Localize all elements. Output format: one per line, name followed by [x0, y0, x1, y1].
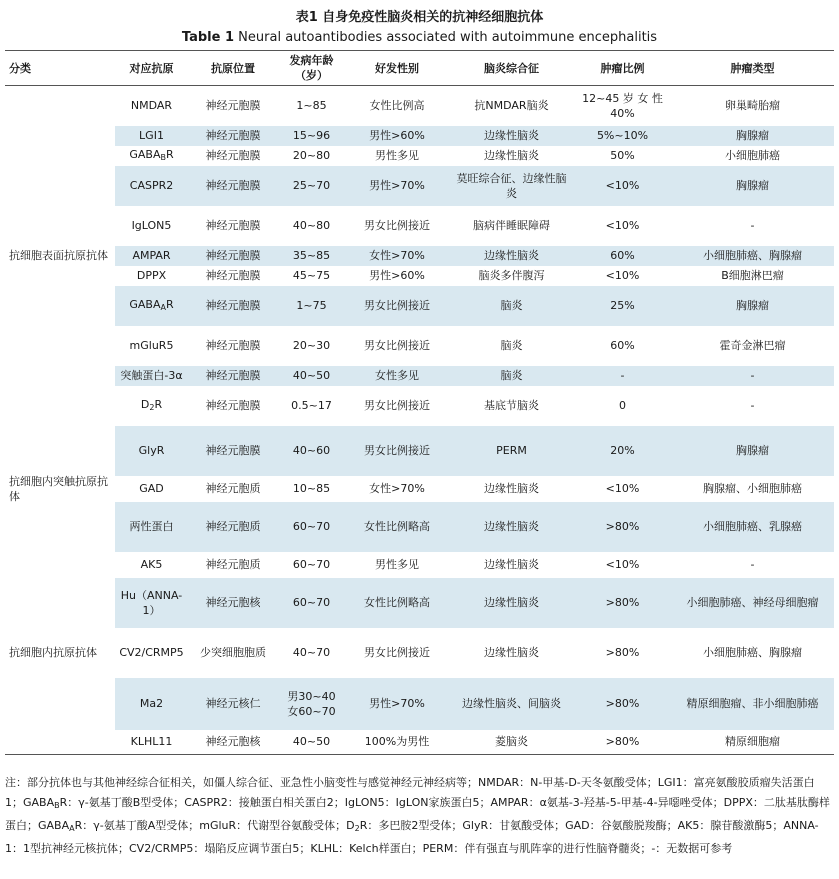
- table-footnote: 注：部分抗体也与其他神经综合征相关，如僵人综合征、亚急性小脑变性与感觉神经元神经病等；NMDAR：N-甲基-D-天冬氨酸受体；LGI1：富亮氨酸胶质瘤失活蛋白1；$GABA_BR$：γ-氨基丁酸B型受体；CASPR2：接触蛋白相关蛋白2；IgLON5：IgLON家族蛋白5；AMPAR：α氨基-3-羟基-5-甲基-4-异噁唑受体；DPPX：二肽基肽酶样蛋白；$GABA_AR$：γ-氨基丁酸A型受体；mGluR：代谢型谷氨酸受体；$D_2R$：多巴胺2型受体；GlyR：甘氨酸受体；GAD：谷氨酸脱羧酶；AK5：腺苷酸激酶5；ANNA-1：1型抗神经元核抗体；CV2/CRMP5：塌陷反应调节蛋白5；KLHL：Kelch样蛋白；PERM：伴有强直与肌阵挛的进行性脑脊髓炎；-：无数据可参考: [5, 776, 830, 855]
- age-cell: 40~70: [292, 646, 331, 659]
- tumor-type-cell: 小细胞肺癌、神经母细胞瘤: [671, 578, 834, 628]
- tumor-ratio-cell: 0: [619, 399, 626, 412]
- age-cell: 0.5~17: [291, 399, 332, 412]
- tumor-type-cell: -: [750, 399, 755, 412]
- location-cell: 神经元胞膜: [205, 149, 261, 162]
- age-cell: 35~85: [278, 246, 345, 266]
- header-age: 发病年龄（岁）: [278, 51, 345, 86]
- location-cell: 神经元胞膜: [188, 286, 278, 326]
- antibody-cell: CV2/CRMP5: [119, 646, 184, 659]
- sex-cell: 女性比例略高: [345, 502, 449, 552]
- tumor-ratio-cell: >80%: [574, 678, 671, 730]
- syndrome-cell: 边缘性脑炎、间脑炎: [449, 678, 574, 730]
- table-row: [5, 366, 834, 386]
- age-cell: 40~80: [292, 219, 331, 232]
- table-title-en: Table 1 Neural autoantibodies associated with autoimmune encephalitis: [181, 30, 658, 45]
- location-cell: 神经元胞膜: [188, 246, 278, 266]
- table-row: [5, 730, 834, 755]
- tumor-type-cell: 精原细胞瘤、非小细胞肺癌: [671, 678, 834, 730]
- antibody-cell: 两性蛋白: [115, 502, 188, 552]
- location-cell: 神经元核仁: [188, 678, 278, 730]
- table-row: [5, 246, 834, 266]
- tumor-type-cell: 小细胞肺癌、乳腺癌: [671, 502, 834, 552]
- location-cell: 神经元胞膜: [188, 366, 278, 386]
- table-row: [5, 578, 834, 628]
- location-cell: 少突细胞胞质: [200, 646, 266, 659]
- sex-cell: 男性多见: [375, 558, 419, 571]
- antibody-cell: Hu（ANNA-1）: [115, 578, 188, 628]
- table-row: [5, 502, 834, 552]
- antibody-cell: Ma2: [115, 678, 188, 730]
- location-cell: 神经元胞膜: [205, 339, 261, 352]
- table-row: [5, 386, 834, 426]
- header-syndrome: 脑炎综合征: [449, 51, 574, 86]
- tumor-ratio-cell: 5%~10%: [574, 126, 671, 146]
- tumor-ratio-cell: 50%: [610, 149, 635, 162]
- syndrome-cell: 边缘性脑炎: [449, 502, 574, 552]
- syndrome-cell: 菱脑炎: [449, 730, 574, 755]
- tumor-type-cell: 精原细胞瘤: [671, 730, 834, 755]
- tumor-ratio-cell: >80%: [574, 502, 671, 552]
- antibody-cell: CASPR2: [115, 166, 188, 206]
- syndrome-cell: 抗NMDAR脑炎: [474, 99, 549, 113]
- sex-cell: 女性>70%: [369, 482, 425, 495]
- table-row: [5, 628, 834, 678]
- tumor-type-cell: -: [750, 558, 755, 571]
- tumor-ratio-cell: -: [574, 366, 671, 386]
- antibody-cell: IgLON5: [131, 219, 172, 232]
- antibody-cell: $D_2R$: [140, 397, 163, 412]
- table-row: [5, 476, 834, 502]
- age-cell: 60~70: [278, 578, 345, 628]
- header-tumor-ratio: 肿瘤比例: [574, 51, 671, 86]
- tumor-ratio-cell: 25%: [574, 286, 671, 326]
- sex-cell: 男女比例接近: [345, 426, 449, 476]
- tumor-type-cell: 卵巢畸胎瘤: [725, 99, 780, 113]
- age-cell: 45~75: [292, 269, 331, 282]
- header-tumor-type: 肿瘤类型: [671, 51, 834, 86]
- sex-cell: 男女比例接近: [364, 339, 430, 352]
- table-title-cn: 表1 自身免疫性脑炎相关的抗神经细胞抗体: [295, 10, 544, 25]
- sex-cell: 100%为男性: [345, 730, 449, 755]
- tumor-type-cell: 小细胞肺癌、胸腺瘤: [671, 246, 834, 266]
- header-category: 分类: [5, 51, 115, 86]
- antibody-cell: mGluR5: [129, 339, 174, 352]
- header-sex: 好发性别: [345, 51, 449, 86]
- syndrome-cell: 边缘性脑炎: [449, 578, 574, 628]
- antibody-cell: LGI1: [115, 126, 188, 146]
- table-row: [5, 146, 834, 166]
- age-cell: 25~70: [278, 166, 345, 206]
- tumor-ratio-cell: <10%: [605, 482, 640, 495]
- antibody-cell: NMDAR: [130, 99, 173, 113]
- location-cell: 神经元胞质: [205, 558, 261, 571]
- syndrome-cell: 脑炎多伴腹泻: [478, 269, 545, 282]
- location-cell: 神经元胞膜: [188, 426, 278, 476]
- tumor-ratio-cell: <10%: [605, 269, 640, 282]
- tumor-type-cell: 胸腺瘤: [671, 286, 834, 326]
- syndrome-cell: 脑炎: [449, 366, 574, 386]
- header-antibody: 对应抗原: [115, 51, 188, 86]
- tumor-ratio-cell: >80%: [574, 730, 671, 755]
- syndrome-cell: 脑病伴睡眠障碍: [473, 219, 550, 232]
- sex-cell: 女性比例略高: [345, 578, 449, 628]
- tumor-ratio-cell: >80%: [605, 646, 640, 659]
- antibody-cell: KLHL11: [115, 730, 188, 755]
- age-cell: 40~50: [278, 730, 345, 755]
- antibody-cell: AMPAR: [115, 246, 188, 266]
- antibody-cell: $GABA_AR$: [115, 286, 188, 326]
- location-cell: 神经元胞质: [188, 502, 278, 552]
- age-cell: 40~60: [278, 426, 345, 476]
- syndrome-cell: 边缘性脑炎: [484, 558, 539, 571]
- table-row: [5, 206, 834, 246]
- sex-cell: 女性>70%: [345, 246, 449, 266]
- tumor-type-cell: 小细胞肺癌、胸腺瘤: [703, 646, 802, 659]
- syndrome-cell: 边缘性脑炎: [449, 246, 574, 266]
- age-cell: 20~80: [292, 149, 331, 162]
- sex-cell: 男性>60%: [369, 269, 425, 282]
- tumor-type-cell: -: [750, 219, 755, 232]
- sex-cell: 女性比例高: [369, 99, 425, 113]
- age-cell: 1~85: [296, 99, 327, 113]
- category-cell: 抗细胞表面抗原抗体: [5, 86, 115, 426]
- syndrome-cell: 边缘性脑炎: [484, 482, 539, 495]
- syndrome-cell: PERM: [449, 426, 574, 476]
- location-cell: 神经元胞核: [188, 730, 278, 755]
- syndrome-cell: 边缘性脑炎: [449, 126, 574, 146]
- location-cell: 神经元胞膜: [188, 166, 278, 206]
- sex-cell: 女性多见: [345, 366, 449, 386]
- tumor-ratio-cell: 60%: [574, 246, 671, 266]
- antibody-cell: AK5: [140, 558, 163, 571]
- sex-cell: 男女比例接近: [364, 219, 430, 232]
- sex-cell: 男女比例接近: [345, 286, 449, 326]
- antibody-cell: 突触蛋白-3α: [115, 366, 188, 386]
- tumor-ratio-cell: >80%: [574, 578, 671, 628]
- table-row: [5, 286, 834, 326]
- age-cell: 60~70: [278, 502, 345, 552]
- sex-cell: 男女比例接近: [364, 646, 430, 659]
- syndrome-cell: 莫旺综合征、边缘性脑炎: [449, 166, 574, 206]
- location-cell: 神经元胞质: [205, 482, 261, 495]
- tumor-type-cell: 胸腺瘤: [671, 166, 834, 206]
- syndrome-cell: 基底节脑炎: [484, 399, 539, 412]
- sex-cell: 男性多见: [375, 149, 419, 162]
- tumor-ratio-cell: <10%: [574, 166, 671, 206]
- age-cell: 60~70: [292, 558, 331, 571]
- tumor-type-cell: B细胞淋巴瘤: [721, 269, 784, 282]
- sex-cell: 男女比例接近: [364, 399, 430, 412]
- table-row: [5, 86, 834, 126]
- syndrome-cell: 边缘性脑炎: [484, 646, 539, 659]
- location-cell: 神经元胞膜: [205, 219, 261, 232]
- age-cell: 40~50: [278, 366, 345, 386]
- tumor-ratio-cell: <10%: [605, 558, 640, 571]
- age-cell: 10~85: [292, 482, 331, 495]
- location-cell: 神经元胞膜: [188, 126, 278, 146]
- syndrome-cell: 脑炎: [449, 286, 574, 326]
- table-row: [5, 552, 834, 578]
- location-cell: 神经元胞膜: [205, 269, 261, 282]
- syndrome-cell: 脑炎: [500, 339, 523, 352]
- category-cell: 抗细胞内抗原抗体: [5, 552, 115, 755]
- table-row: [5, 426, 834, 476]
- antibody-cell: GlyR: [115, 426, 188, 476]
- header-location: 抗原位置: [188, 51, 278, 86]
- table-header-row: [5, 51, 834, 86]
- antibody-cell: $GABA_BR$: [129, 147, 174, 162]
- sex-cell: 男性>60%: [345, 126, 449, 146]
- tumor-type-cell: 小细胞肺癌: [725, 149, 780, 162]
- table-row: [5, 678, 834, 730]
- tumor-ratio-cell: <10%: [605, 219, 640, 232]
- table-row: [5, 266, 834, 286]
- age-cell: 1~75: [278, 286, 345, 326]
- location-cell: 神经元胞核: [188, 578, 278, 628]
- location-cell: 神经元胞膜: [205, 399, 261, 412]
- antibody-table: [5, 50, 834, 755]
- tumor-ratio-cell: 20%: [574, 426, 671, 476]
- category-cell: 抗细胞内突触抗原抗体: [5, 426, 115, 552]
- tumor-type-cell: 霍奇金淋巴瘤: [719, 339, 786, 352]
- antibody-cell: GAD: [139, 482, 164, 495]
- tumor-ratio-cell: 12~45 岁 女 性40%: [582, 91, 663, 120]
- tumor-type-cell: 胸腺瘤: [671, 126, 834, 146]
- table-row: [5, 326, 834, 366]
- table-row: [5, 166, 834, 206]
- table-row: [5, 126, 834, 146]
- antibody-cell: DPPX: [136, 269, 167, 282]
- syndrome-cell: 边缘性脑炎: [484, 149, 539, 162]
- age-cell: 20~30: [292, 339, 331, 352]
- tumor-ratio-cell: 60%: [610, 339, 635, 352]
- age-cell: 15~96: [278, 126, 345, 146]
- tumor-type-cell: 胸腺瘤: [671, 426, 834, 476]
- sex-cell: 男性>70%: [345, 678, 449, 730]
- sex-cell: 男性>70%: [345, 166, 449, 206]
- tumor-type-cell: -: [671, 366, 834, 386]
- tumor-type-cell: 胸腺瘤、小细胞肺癌: [703, 482, 802, 495]
- age-cell: 男30~40 女60~70: [278, 678, 345, 730]
- location-cell: 神经元胞膜: [205, 99, 261, 113]
